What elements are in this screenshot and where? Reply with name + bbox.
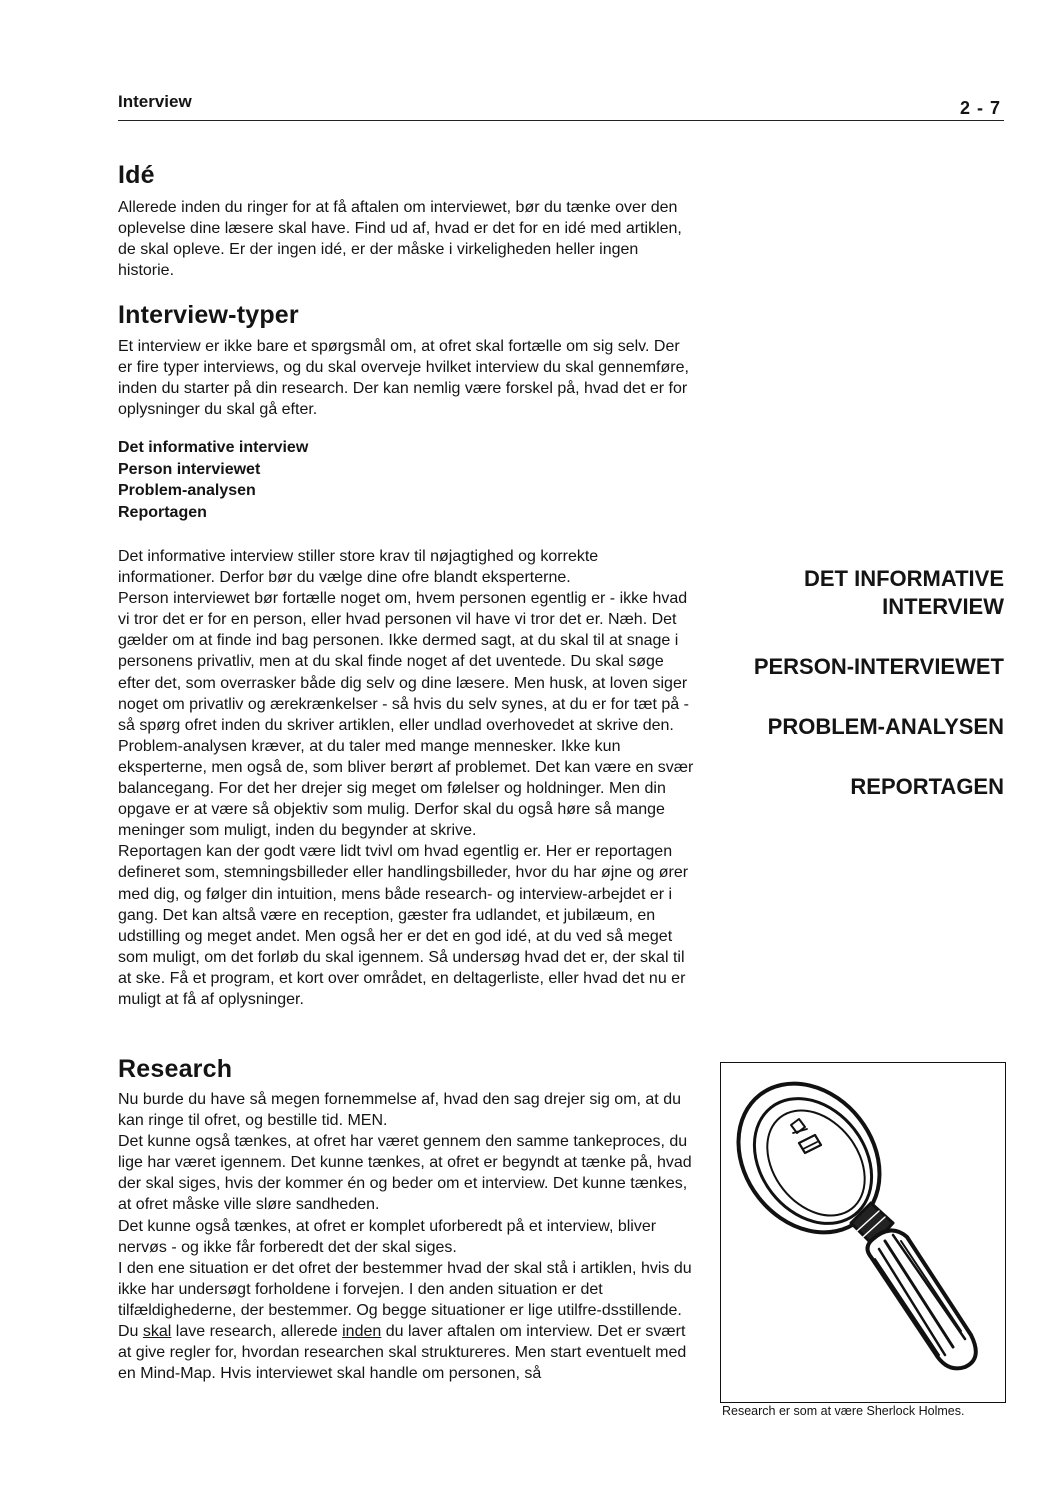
running-header: Interview — [118, 92, 192, 111]
body-paragraph: Du skal lave research, allerede inden du laver aftalen om interview. Det er svært at give regler for, hvordan researchen skal struktureres. Men start eventuelt med en Mind-Map. Hvis interviewet skal handle om personen, så — [118, 1323, 687, 1383]
magnifying-glass-icon — [721, 1063, 1005, 1402]
research-body — [118, 1089, 698, 1384]
list-item: Person interviewet — [118, 460, 261, 478]
sidebar-heading-reportage: REPORTAGEN — [850, 774, 1004, 799]
body-paragraph: Problem-analysen kræver, at du taler med mange mennesker. Ikke kun eksperterne, men også de, som bliver berørt af problemet. Det kan være en svær balancegang. For det her drejer sig meget om følelser og holdninger. Men din opgave er at være så objektiv som mulig. Derfor skal du også høre så mange meninger som muligt, inden du begynder at skrive. — [118, 737, 694, 840]
header-divider — [118, 120, 1004, 121]
body-paragraph: Reportagen kan der godt være lidt tvivl om hvad egentlig er. Her er reportagen defineret som, stemningsbilleder eller handlingsbilleder, hvor du har øjne og ører med dig, og følger din intuition, mens både research- og interview-arbejdet er i gang. Det kan altså være en reception, gæster fra udlandet, et jubilæum, en udstilling og meget andet. Men også her er det en god idé, at du ved så meget som muligt, om det forløb du skal igennem. Så undersøg hvad det er, der skal til at ske. Få et program, et kort over området, en deltagerliste, eller hvad det nu er muligt at få af oplysninger. — [118, 843, 689, 1008]
list-item: Problem-analysen — [118, 482, 256, 499]
list-item: Det informative interview — [118, 439, 309, 456]
body-paragraph: I den ene situation er det ofret der bestemmer hvad der skal stå i artiklen, hvis du ikke har undersøgt forholdene i forvejen. I den anden situation er det tilfældighederne, der bestemmer. Og begge situationer er lige utilfre-dsstillende. — [118, 1259, 692, 1319]
body-paragraph: Person interviewet bør fortælle noget om, hvem personen egentlig er - ikke hvad vi tror det er for en person, eller hvad personen vil have vi tror det er. Næh. Det gælder om at finde ind bag personen. Ikke dermed sagt, at du skal til at snage i personens privatliv, men at du skal finde noget af det uventede. Du skal søge efter det, som overrasker både dig selv og dine læsere. Men husk, at loven siger noget om privatliv og ærekrænkelser - så hvis du selv synes, at du er for tæt på - så spørg ofret inden du skriver artiklen, eller undlad overhovedet at skrive den. — [118, 590, 689, 734]
body-paragraph: Det informative interview stiller store krav til nøjagtighed og korrekte informationer. Derfor bør du vælge dine ofre blandt eksperterne. — [118, 548, 599, 587]
sidebar-heading-line: INTERVIEW — [882, 594, 1004, 619]
sidebar-heading-informative — [684, 565, 1004, 621]
sidebar-heading-line: DET INFORMATIVE — [803, 566, 1004, 591]
ide-paragraph — [118, 197, 698, 281]
body-paragraph: Det kunne også tænkes, at ofret har været gennem den samme tankeproces, du lige har været igennem. Det kunne tænkes, at ofret er begyndt at tænke på, hvad der skal siges, hvis der kommer én og beder om et interview. Det kunne tænkes, at ofret måske ville sløre sandheden. — [118, 1133, 692, 1214]
interview-types-list — [118, 437, 308, 523]
section-heading-research: Research — [118, 1055, 233, 1083]
section-heading-interview-types: Interview-typer — [118, 301, 299, 329]
interview-types-paragraph — [118, 336, 698, 420]
figure-caption: Research er som at være Sherlock Holmes. — [722, 1404, 965, 1418]
underlined-word: skal — [142, 1323, 172, 1341]
page-number: 2 - 7 — [960, 98, 1002, 118]
list-item: Reportagen — [118, 503, 207, 521]
sidebar-heading-person: PERSON-INTERVIEWET — [753, 654, 1004, 679]
interview-types-body — [118, 546, 698, 1010]
ide-text: Allerede inden du ringer for at få aftalen om interviewet, bør du tænke over den oplevelse dine læsere skal have. Find ud af, hvad er det for en idé med artiklen, de skal opleve. Er der ingen idé, er der måske i virkeligheden heller ingen historie. — [118, 199, 682, 280]
body-paragraph: Nu burde du have så megen fornemmelse af, hvad den sag drejer sig om, at du kan ringe til ofret, og bestille tid. MEN. — [118, 1091, 681, 1130]
interview-types-text: Et interview er ikke bare et spørgsmål om, at ofret skal fortælle om sig selv. Der er fire typer interviews, og du skal overveje hvilket interview du skal gennemføre, inden du starter på din research. Der kan nemlig være forskel på, hvad det er for oplysninger du skal gå efter. — [118, 338, 689, 419]
figure-frame — [720, 1062, 1006, 1403]
sidebar-heading-problem: PROBLEM-ANALYSEN — [767, 714, 1004, 739]
section-heading-ide: Idé — [118, 161, 155, 189]
body-paragraph: Det kunne også tænkes, at ofret er komplet uforberedt på et interview, bliver nervøs - og ikke får forberedt det der skal siges. — [118, 1217, 657, 1256]
underlined-word: inden — [342, 1323, 382, 1341]
